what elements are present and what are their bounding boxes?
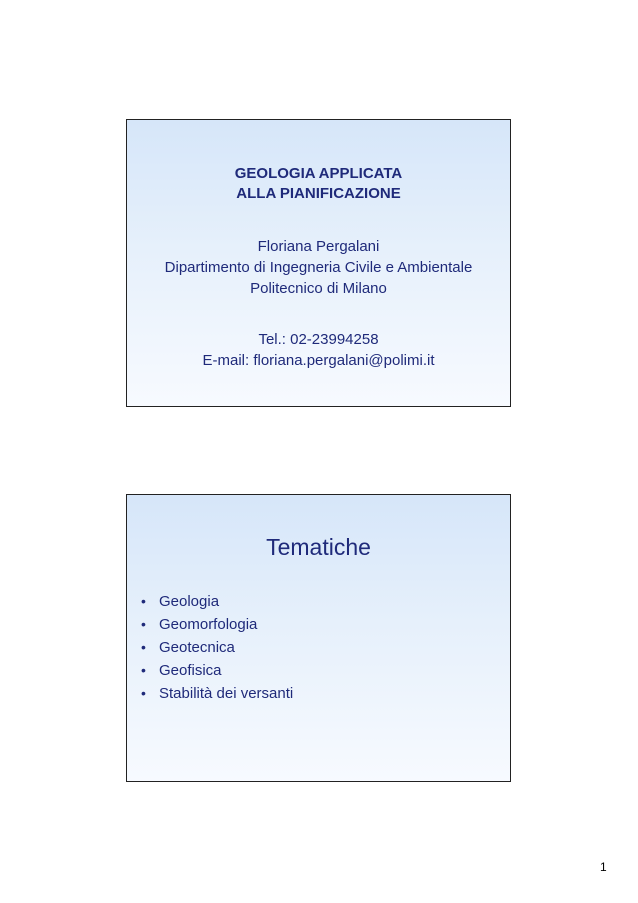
bullet-icon: • <box>141 593 146 609</box>
slide-title: Tematiche <box>266 534 371 560</box>
bullet-icon: • <box>141 639 146 655</box>
department-name: Dipartimento di Ingegneria Civile e Ambientale <box>164 259 473 276</box>
list-item-label: Geologia <box>159 593 220 610</box>
page-number: 1 <box>600 860 607 874</box>
institution-name: Politecnico di Milano <box>250 280 387 297</box>
topics-slide <box>126 494 511 782</box>
list-item-label: Geotecnica <box>159 639 235 656</box>
contact-info <box>127 329 510 371</box>
slide-title <box>127 164 510 204</box>
list-item-label: Geomorfologia <box>159 616 258 633</box>
list-item <box>141 636 293 659</box>
title-line-2: ALLA PIANIFICAZIONE <box>236 185 401 202</box>
list-item <box>141 682 293 705</box>
bullet-icon: • <box>141 662 146 678</box>
title-slide <box>126 119 511 407</box>
list-item <box>141 613 293 636</box>
topics-list <box>141 590 293 705</box>
email-address: E-mail: floriana.pergalani@polimi.it <box>202 352 435 369</box>
phone-number: Tel.: 02-23994258 <box>258 331 379 348</box>
list-item-label: Stabilità dei versanti <box>159 685 294 702</box>
bullet-icon: • <box>141 616 146 632</box>
list-item <box>141 659 293 682</box>
title-line-1: GEOLOGIA APPLICATA <box>234 165 403 182</box>
list-item <box>141 590 293 613</box>
author-name: Floriana Pergalani <box>257 238 380 255</box>
list-item-label: Geofisica <box>159 662 222 679</box>
bullet-icon: • <box>141 685 146 701</box>
author-info <box>127 236 510 299</box>
